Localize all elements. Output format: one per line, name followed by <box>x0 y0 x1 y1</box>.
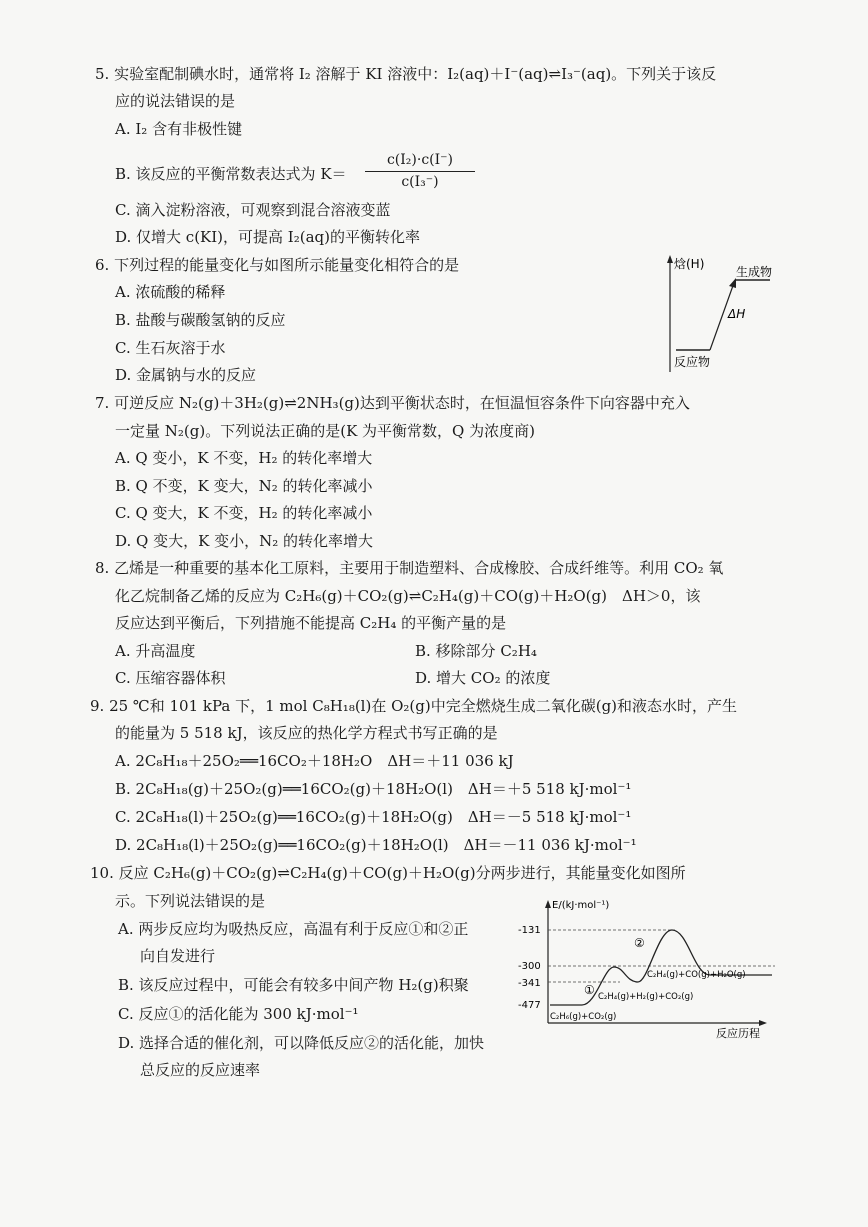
q9-option-c: C. 2C₈H₁₈(l)＋25O₂(g)══16CO₂(g)＋18H₂O(g) ΔH＝－5 518 kJ·mol⁻¹ <box>115 808 632 826</box>
q9-option-b: B. 2C₈H₁₈(g)＋25O₂(g)══16CO₂(g)＋18H₂O(l) ΔH＝＋5 518 kJ·mol⁻¹ <box>115 780 632 798</box>
q6-option-b: B. 盐酸与碳酸氢钠的反应 <box>115 311 286 329</box>
q10-energy-diagram <box>510 895 790 1047</box>
q6-reactant-label: 反应物 <box>674 355 711 369</box>
q6-y-label: 焓(H) <box>674 257 705 271</box>
q10-step2-marker: ② <box>634 936 645 950</box>
q7-option-d: D. Q 变大，K 变小，N₂ 的转化率增大 <box>115 532 373 550</box>
q9-option-a: A. 2C₈H₁₈＋25O₂══16CO₂＋18H₂O ΔH＝＋11 036 kJ <box>115 752 514 770</box>
q10-x-label: 反应历程 <box>716 1027 760 1040</box>
q8-option-a: A. 升高温度 <box>115 642 196 660</box>
q10-tick-477: -477 <box>518 1000 541 1011</box>
q9-stem-line1: 9. 25 ℃和 101 kPa 下，1 mol C₈H₁₈(l)在 O₂(g)中完全燃烧生成二氧化碳(g)和液态水时，产生 <box>90 697 738 715</box>
q5-option-c: C. 滴入淀粉溶液，可观察到混合溶液变蓝 <box>115 201 391 219</box>
q10-option-a-line1: A. 两步反应均为吸热反应，高温有利于反应①和②正 <box>118 920 469 938</box>
q6-stem: 6. 下列过程的能量变化与如图所示能量变化相符合的是 <box>95 256 460 274</box>
q8-option-c: C. 压缩容器体积 <box>115 669 226 687</box>
q8-stem-line1: 8. 乙烯是一种重要的基本化工原料，主要用于制造塑料、合成橡胶、合成纤维等。利用 CO₂ 氧 <box>95 559 724 577</box>
q5-option-b: B. 该反应的平衡常数表达式为 K＝ <box>115 165 347 183</box>
q5-stem-line2: 应的说法错误的是 <box>115 92 236 110</box>
q6-rise-arrowhead <box>729 278 736 288</box>
q5-option-d: D. 仅增大 c(KI)，可提高 I₂(aq)的平衡转化率 <box>115 228 420 246</box>
q8-option-b: B. 移除部分 C₂H₄ <box>415 642 537 660</box>
q5-fraction-numerator: c(I₂)·c(I⁻) <box>365 150 475 172</box>
q10-stem-line1: 10. 反应 C₂H₆(g)＋CO₂(g)⇌C₂H₄(g)＋CO(g)＋H₂O(g)分两步进行，其能量变化如图所 <box>90 864 686 882</box>
q10-x-axis-arrow <box>759 1020 767 1026</box>
q8-stem-line2: 化乙烷制备乙烯的反应为 C₂H₆(g)＋CO₂(g)⇌C₂H₄(g)＋CO(g)＋H₂O(g) ΔH＞0，该 <box>115 587 701 605</box>
q10-tick-131: -131 <box>518 925 541 936</box>
q10-reactants-label: C₂H₆(g)+CO₂(g) <box>550 1012 617 1022</box>
q10-intermediate-label: C₂H₄(g)+H₂(g)+CO₂(g) <box>598 992 694 1002</box>
q6-enthalpy-diagram <box>660 252 790 380</box>
q6-option-c: C. 生石灰溶于水 <box>115 339 226 357</box>
q6-product-label: 生成物 <box>736 265 773 279</box>
q10-y-axis-arrow <box>545 900 551 908</box>
q10-y-label: E/(kJ·mol⁻¹) <box>552 900 610 911</box>
q10-option-a-line2: 向自发进行 <box>140 947 216 965</box>
q6-option-a: A. 浓硫酸的稀释 <box>115 283 226 301</box>
q10-option-c: C. 反应①的活化能为 300 kJ·mol⁻¹ <box>118 1005 359 1023</box>
q6-option-d: D. 金属钠与水的反应 <box>115 366 257 384</box>
q7-stem-line2: 一定量 N₂(g)。下列说法正确的是(K 为平衡常数，Q 为浓度商) <box>115 422 535 440</box>
q9-stem-line2: 的能量为 5 518 kJ，该反应的热化学方程式书写正确的是 <box>115 724 498 742</box>
q10-products-label: C₂H₄(g)+CO(g)+H₂O(g) <box>647 970 746 980</box>
q6-y-axis-arrow <box>667 255 673 263</box>
q10-tick-300: -300 <box>518 961 541 972</box>
q6-dh-label: ΔH <box>728 307 746 321</box>
q9-option-d: D. 2C₈H₁₈(l)＋25O₂(g)══16CO₂(g)＋18H₂O(l) ΔH＝－11 036 kJ·mol⁻¹ <box>115 836 637 854</box>
q7-option-c: C. Q 变大，K 不变，H₂ 的转化率减小 <box>115 504 373 522</box>
q5-fraction-denominator: c(I₃⁻) <box>401 174 439 190</box>
q5-fraction <box>365 150 475 192</box>
q10-option-d-line2: 总反应的反应速率 <box>140 1061 261 1079</box>
q7-stem-line1: 7. 可逆反应 N₂(g)＋3H₂(g)⇌2NH₃(g)达到平衡状态时，在恒温恒容条件下向容器中充入 <box>95 394 690 412</box>
q10-stem-line2: 示。下列说法错误的是 <box>115 892 266 910</box>
q10-step1-marker: ① <box>584 983 595 997</box>
q8-option-d: D. 增大 CO₂ 的浓度 <box>415 669 551 687</box>
q8-stem-line3: 反应达到平衡后，下列措施不能提高 C₂H₄ 的平衡产量的是 <box>115 614 507 632</box>
q10-option-d-line1: D. 选择合适的催化剂，可以降低反应②的活化能，加快 <box>118 1034 485 1052</box>
q7-option-b: B. Q 不变，K 变大，N₂ 的转化率减小 <box>115 477 373 495</box>
q5-stem-line1: 5. 实验室配制碘水时，通常将 I₂ 溶解于 KI 溶液中：I₂(aq)＋I⁻(aq)⇌I₃⁻(aq)。下列关于该反 <box>95 65 717 83</box>
q5-option-a: A. I₂ 含有非极性键 <box>115 120 243 138</box>
q10-tick-341: -341 <box>518 978 541 989</box>
q10-option-b: B. 该反应过程中，可能会有较多中间产物 H₂(g)积聚 <box>118 976 469 994</box>
q7-option-a: A. Q 变小，K 不变，H₂ 的转化率增大 <box>115 449 373 467</box>
